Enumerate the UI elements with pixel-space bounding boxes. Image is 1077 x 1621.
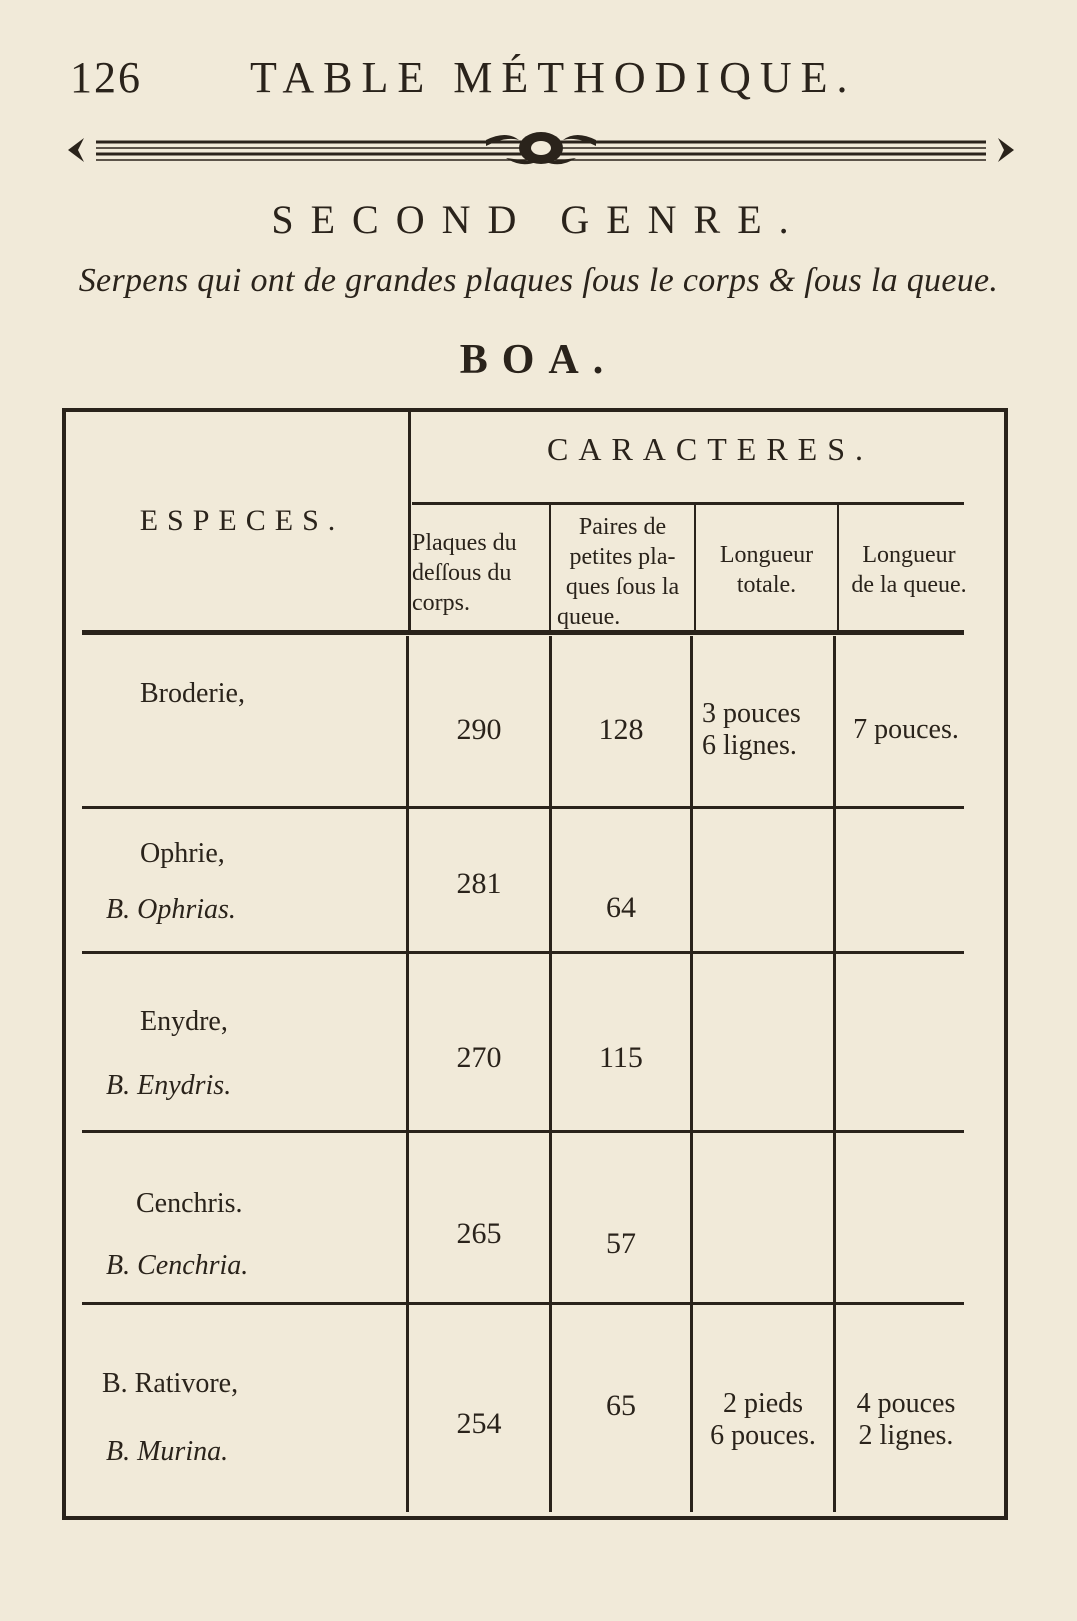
row-separator xyxy=(82,806,964,809)
body-col-rule-1 xyxy=(406,636,409,1512)
species-common-name: Enydre, xyxy=(140,1006,228,1037)
value-line: 2 pieds xyxy=(722,1388,804,1419)
body-col-rule-2 xyxy=(549,636,552,1512)
longueur-totale-value xyxy=(694,1388,832,1452)
species-latin-name: B. Ophrias. xyxy=(106,894,236,925)
column-header-line: petites pla- xyxy=(569,544,676,570)
plaques-value: 254 xyxy=(456,1407,502,1440)
longueur-queue-value xyxy=(836,1388,976,1452)
column-header-line: Plaques du xyxy=(412,530,517,556)
species-common-name: Cenchris. xyxy=(136,1188,243,1219)
row-separator xyxy=(82,1302,964,1305)
paires-value: 57 xyxy=(606,1227,636,1260)
column-header-longueur-totale xyxy=(696,540,837,600)
species-common-name: Ophrie, xyxy=(140,838,225,869)
running-title: TABLE MÉTHODIQUE. xyxy=(250,53,857,102)
row-separator xyxy=(82,951,964,954)
species-common-name: B. Rativore, xyxy=(102,1368,239,1399)
species-table xyxy=(62,408,1008,1520)
column-header-line: Longueur xyxy=(719,542,814,568)
column-header-line: Paires de xyxy=(578,514,667,540)
paires-value: 64 xyxy=(606,891,636,924)
value-line: 6 pouces. xyxy=(710,1420,816,1451)
value-line: 3 pouces xyxy=(702,698,801,729)
column-header-line: de la queue. xyxy=(851,572,967,598)
value-line: 6 lignes. xyxy=(702,730,797,761)
column-header-longueur-queue xyxy=(839,540,979,600)
plaques-value: 270 xyxy=(456,1041,502,1074)
ornamental-rule xyxy=(66,128,1016,172)
paires-value: 65 xyxy=(606,1389,636,1422)
longueur-queue-value xyxy=(836,714,976,746)
genre-subtitle: Serpens qui ont de grandes plaques ſous le corps & ſous la queue. xyxy=(78,262,999,299)
page-number: 126 xyxy=(70,53,142,102)
body-col-rule-3 xyxy=(690,636,693,1512)
body-col-rule-4 xyxy=(833,636,836,1512)
plaques-value: 290 xyxy=(456,713,502,746)
header-divider xyxy=(82,630,964,635)
column-header-line: deſſous du xyxy=(412,560,512,586)
plaques-value: 281 xyxy=(456,867,502,900)
column-header-line: corps. xyxy=(412,590,470,616)
species-latin-name: B. Enydris. xyxy=(106,1070,232,1101)
species-latin-name: B. Cenchria. xyxy=(106,1250,249,1281)
paires-value: 115 xyxy=(599,1041,643,1074)
longueur-totale-value xyxy=(702,698,832,762)
plaques-value: 265 xyxy=(456,1217,502,1250)
paires-value: 128 xyxy=(598,713,644,746)
column-header-line: totale. xyxy=(736,572,797,598)
value-line: 7 pouces. xyxy=(853,714,959,745)
column-header-line: Longueur xyxy=(862,542,956,568)
running-head xyxy=(70,52,1030,112)
caracteres-underline xyxy=(412,502,964,505)
genus-title: BOA. xyxy=(459,337,618,383)
column-header-line: queue. xyxy=(557,604,621,630)
value-line: 2 lignes. xyxy=(858,1420,954,1451)
genre-title: SECOND GENRE. xyxy=(271,197,806,242)
species-latin-name: B. Murina. xyxy=(106,1436,229,1467)
value-line: 4 pouces xyxy=(856,1388,956,1419)
characters-header: CARACTERES. xyxy=(546,431,874,467)
header-vertical-rule xyxy=(408,408,411,630)
species-column-header: ESPECES. xyxy=(139,504,345,537)
species-common-name: Broderie, xyxy=(140,678,245,709)
column-header-paires xyxy=(551,512,694,632)
row-separator xyxy=(82,1130,964,1133)
column-header-line: ques ſous la xyxy=(565,574,680,600)
column-header-plaques xyxy=(412,528,546,618)
